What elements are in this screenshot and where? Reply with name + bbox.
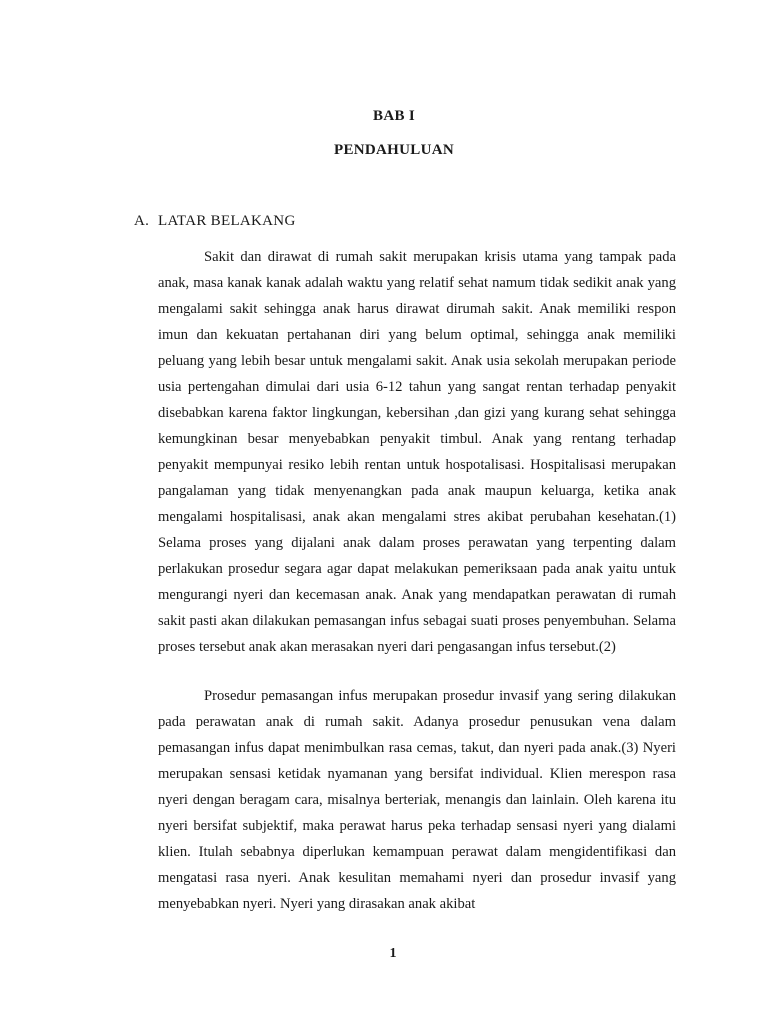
page-number: 1 <box>389 946 397 961</box>
section-heading <box>134 213 296 230</box>
body-paragraph-1 <box>158 244 676 660</box>
body-paragraph-2 <box>158 683 676 917</box>
paragraph-text: Prosedur pemasangan infus merupakan prosedur invasif yang sering dilakukan pada perawatan anak di rumah sakit. Adanya prosedur penusukan vena dalam pemasangan infus dapat menimbulkan rasa cemas, takut, dan nyeri pada anak.(3) Nyeri merupakan sensasi ketidak nyamanan yang bersifat individual. Klien merespon rasa nyeri dengan beragam cara, misalnya berteriak, menangis dan lainlain. Oleh karena itu nyeri bersifat subjektif, maka perawat harus peka terhadap sensasi nyeri yang dialami klien. Itulah sebabnya diperlukan kemampuan perawat dalam mengidentifikasi dan mengatasi rasa nyeri. Anak kesulitan memahami nyeri dan prosedur invasif yang menyebabkan nyeri. Nyeri yang dirasakan anak akibat <box>158 688 676 912</box>
paragraph-text: Sakit dan dirawat di rumah sakit merupakan krisis utama yang tampak pada anak, masa kanak kanak adalah waktu yang relatif sehat namum tidak sedikit anak yang mengalami sakit sehingga anak harus dirawat dirumah sakit. Anak memiliki respon imun dan kekuatan pertahanan diri yang belum optimal, sehingga anak memiliki peluang yang lebih besar untuk mengalami sakit. Anak usia sekolah merupakan periode usia pertengahan dimulai dari usia 6-12 tahun yang sangat rentan terhadap penyakit disebabkan karena faktor lingkungan, kebersihan ,dan gizi yang kurang sehat sehingga kemungkinan besar menyebabkan penyakit timbul. Anak yang rentang terhadap penyakit mempunyai resiko lebih rentan untuk hospotalisasi. Hospitalisasi merupakan pangalaman yang tidak menyenangkan pada anak maupun keluarga, ketika anak mengalami hospitalisasi, anak akan mengalami stres akibat perubahan kesehatan.(1) Selama proses yang dijalani anak dalam proses perawatan yang terpenting dalam perlakukan prosedur segara agar dapat melakukan pemeriksaan pada anak yaitu untuk mengurangi nyeri dan kecemasan anak. Anak yang mendapatkan perawatan di rumah sakit pasti akan dilakukan pemasangan infus sebagai suati proses penyembuhan. Selama proses tersebut anak akan merasakan nyeri dari pengasangan infus tersebut.(2) <box>158 249 676 655</box>
section-title: LATAR BELAKANG <box>158 213 296 229</box>
chapter-number: BAB I <box>373 108 415 124</box>
chapter-title: PENDAHULUAN <box>334 142 454 158</box>
section-letter: A. <box>134 213 150 229</box>
